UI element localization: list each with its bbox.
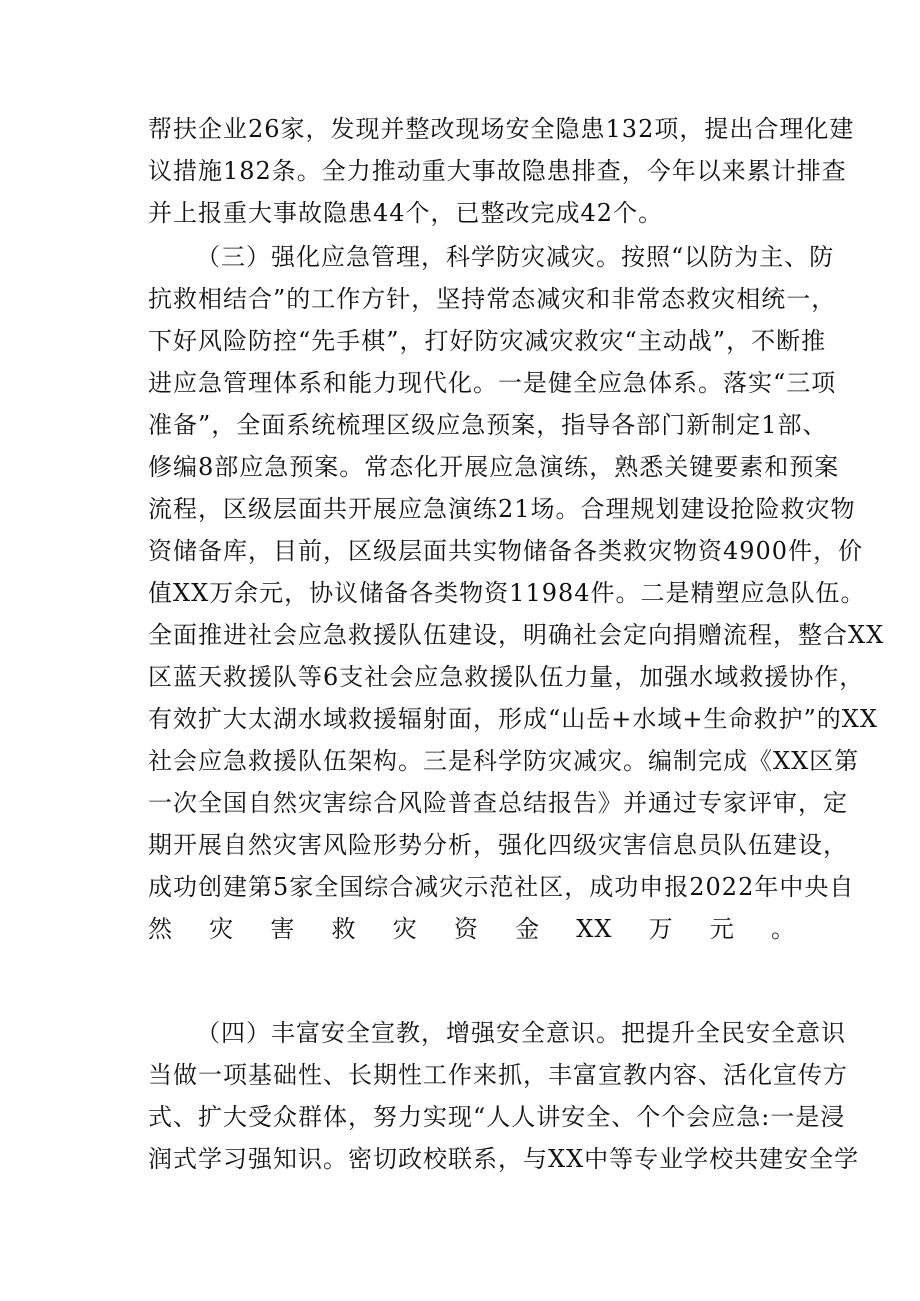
text-line: 全面推进社会应急救援队伍建设，明确社会定向捐赠流程，整合XX (148, 621, 885, 649)
text-line: 区蓝天救援队等6支社会应急救援队伍力量，加强水域救援协作， (148, 663, 865, 691)
text-line: 有效扩大太湖水域救援辐射面，形成“山岳+水域+生命救护”的XX (148, 705, 878, 733)
paragraph-1 (148, 108, 855, 234)
text-line: 帮扶企业26家，发现并整改现场安全隐患132项，提出合理化建 (148, 115, 855, 143)
text-line: 流程，区级层面共开展应急演练21场。合理规划建设抢险救灾物 (148, 495, 856, 523)
text-line: 然灾害救灾资金XX万元。 (148, 915, 796, 943)
text-line: 修编8部应急预案。常态化开展应急演练，熟悉关键要素和预案 (148, 453, 840, 481)
text-line: 准备”，全面系统梳理区级应急预案，指导各部门新制定1部、 (148, 411, 828, 439)
text-line: 抗救相结合”的工作方针，坚持常态减灾和非常态救灾相统一， (148, 285, 837, 313)
text-line: 社会应急救援队伍架构。三是科学防灾减灾。编制完成《XX区第 (148, 747, 860, 775)
text-line: 期开展自然灾害风险形势分析，强化四级灾害信息员队伍建设， (148, 831, 848, 859)
text-line: 当做一项基础性、长期性工作来抓，丰富宣教内容、活化宣传方 (148, 1061, 848, 1089)
text-line: 值XX万余元，协议储备各类物资11984件。二是精塑应急队伍。 (148, 579, 866, 607)
text-line: （四）丰富安全宣教，增强安全意识。把提升全民安全意识 (196, 1019, 846, 1047)
text-line: 式、扩大受众群体，努力实现“人人讲安全、个个会应急:一是浸 (148, 1103, 846, 1131)
text-line: 一次全国自然灾害综合风险普查总结报告》并通过专家评审，定 (148, 789, 848, 817)
text-line: 下好风险防控“先手棋”，打好防灾减灾救灾“主动战”，不断推 (148, 327, 827, 355)
text-line: （三）强化应急管理，科学防灾减灾。按照“以防为主、防 (196, 243, 835, 271)
text-line: 资储备库，目前，区级层面共实物储备各类救灾物资4900件，价 (148, 537, 864, 565)
paragraph-3 (148, 1012, 860, 1180)
text-line: 进应急管理体系和能力现代化。一是健全应急体系。落实“三项 (148, 369, 837, 397)
text-line: 议措施182条。全力推动重大事故隐患排查，今年以来累计排查 (148, 157, 847, 185)
text-line: 润式学习强知识。密切政校联系，与XX中等专业学校共建安全学 (148, 1145, 860, 1173)
text-line (148, 950, 796, 992)
text-line: 成功创建第5家全国综合减灾示范社区，成功申报2022年中央自 (148, 873, 855, 901)
text-line: 并上报重大事故隐患44个，已整改完成42个。 (148, 199, 664, 227)
